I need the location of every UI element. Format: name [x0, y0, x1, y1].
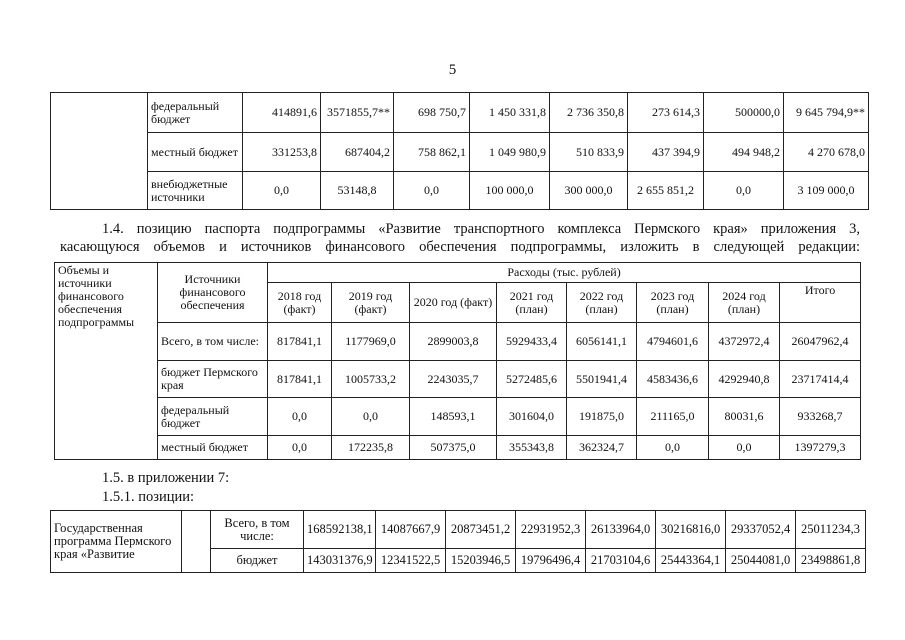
year-header: 2024 год (план)	[709, 283, 780, 323]
table-cell: 6056141,1	[567, 323, 637, 361]
table-row	[55, 436, 861, 460]
table-cell: 355343,8	[497, 436, 567, 460]
table-cell: 14087667,9	[376, 511, 446, 549]
table-cell: 5272485,6	[497, 361, 567, 398]
paragraph-1-5: 1.5. в приложении 7:	[102, 470, 230, 486]
empty-cell	[182, 511, 211, 573]
row-label: местный бюджет	[148, 133, 243, 172]
table-row	[51, 511, 866, 549]
table-row	[55, 398, 861, 436]
total-header: Итого	[780, 283, 861, 323]
year-header: 2019 год (факт)	[332, 283, 410, 323]
table-row	[51, 172, 869, 210]
table-cell: 758 862,1	[394, 133, 470, 172]
table-cell: 1005733,2	[332, 361, 410, 398]
paragraph-1-5-1: 1.5.1. позиции:	[102, 489, 195, 505]
table-cell: 817841,1	[268, 361, 332, 398]
table-cell: 2243035,7	[410, 361, 497, 398]
table-cell: 9 645 794,9**	[784, 93, 869, 133]
table-cell: 22931952,3	[516, 511, 586, 549]
paragraph-1-4-line1: 1.4. позицию паспорта подпрограммы «Развитие транспортного комплекса Пермского края» приложения 3,	[102, 221, 860, 237]
table-cell: 331253,8	[243, 133, 321, 172]
subprogram-funding-table	[54, 262, 861, 460]
table-cell: 1177969,0	[332, 323, 410, 361]
paragraph-1-4-line2: касающуюся объемов и источников финансового обеспечения подпрограммы, изложить в следующей редакции:	[60, 239, 860, 255]
table-cell: 172235,8	[332, 436, 410, 460]
year-header: 2023 год (план)	[637, 283, 709, 323]
table-cell: 20873451,2	[446, 511, 516, 549]
table-cell: 1 049 980,9	[470, 133, 550, 172]
year-header: 2018 год (факт)	[268, 283, 332, 323]
table-cell: 21703104,6	[586, 549, 656, 573]
table-cell: 362324,7	[567, 436, 637, 460]
sources-header: Источники финансового обеспечения	[158, 263, 268, 323]
table-cell: 817841,1	[268, 323, 332, 361]
table-cell: 25044081,0	[726, 549, 796, 573]
year-header: 2020 год (факт)	[410, 283, 497, 323]
table-cell: 19796496,4	[516, 549, 586, 573]
table-cell: 437 394,9	[628, 133, 704, 172]
table-cell: 0,0	[637, 436, 709, 460]
state-program-table	[50, 510, 866, 573]
table-cell: 168592138,1	[304, 511, 376, 549]
table-cell: 2 736 350,8	[550, 93, 628, 133]
table-cell: 4372972,4	[709, 323, 780, 361]
table-cell: 414891,6	[243, 93, 321, 133]
table-cell: 273 614,3	[628, 93, 704, 133]
table-cell: 23717414,4	[780, 361, 861, 398]
table-cell: 4 270 678,0	[784, 133, 869, 172]
table-cell: 300 000,0	[550, 172, 628, 210]
table-cell: 0,0	[332, 398, 410, 436]
table-cell: 12341522,5	[376, 549, 446, 573]
table-cell: 507375,0	[410, 436, 497, 460]
volume-sources-header: Объемы и источники финансового обеспечения подпрограммы	[55, 263, 158, 460]
table-row	[51, 93, 869, 133]
table-cell: 698 750,7	[394, 93, 470, 133]
empty-label-cell	[51, 93, 148, 210]
table-cell: 191875,0	[567, 398, 637, 436]
row-label: Всего, в том числе:	[211, 511, 304, 549]
table-cell: 25011234,3	[796, 511, 866, 549]
table-cell: 687404,2	[321, 133, 394, 172]
table-cell: 100 000,0	[470, 172, 550, 210]
table-cell: 1 450 331,8	[470, 93, 550, 133]
table-row	[55, 323, 861, 361]
table-cell: 4583436,6	[637, 361, 709, 398]
table-cell: 0,0	[268, 436, 332, 460]
table-cell: 0,0	[704, 172, 784, 210]
funding-table-continuation	[50, 92, 869, 210]
table-cell: 2 655 851,2	[628, 172, 704, 210]
year-header: 2021 год (план)	[497, 283, 567, 323]
table-cell: 500000,0	[704, 93, 784, 133]
table-row	[51, 133, 869, 172]
table-cell: 3571855,7**	[321, 93, 394, 133]
table-cell: 4794601,6	[637, 323, 709, 361]
table-cell: 148593,1	[410, 398, 497, 436]
table-cell: 25443364,1	[656, 549, 726, 573]
table-cell: 494 948,2	[704, 133, 784, 172]
expenses-header: Расходы (тыс. рублей)	[268, 263, 861, 283]
table-cell: 0,0	[394, 172, 470, 210]
table-cell: 0,0	[243, 172, 321, 210]
table-cell: 5501941,4	[567, 361, 637, 398]
table-cell: 301604,0	[497, 398, 567, 436]
table-cell: 143031376,9	[304, 549, 376, 573]
program-label: Государственная программа Пермского края «Развитие	[51, 511, 182, 573]
table-cell: 0,0	[268, 398, 332, 436]
row-label: федеральный бюджет	[148, 93, 243, 133]
table-cell: 211165,0	[637, 398, 709, 436]
row-label: Всего, в том числе:	[158, 323, 268, 361]
row-label: бюджет Пермского края	[158, 361, 268, 398]
row-label: бюджет	[211, 549, 304, 573]
page-number: 5	[448, 62, 457, 78]
table-cell: 23498861,8	[796, 549, 866, 573]
row-label: внебюджетные источники	[148, 172, 243, 210]
table-cell: 3 109 000,0	[784, 172, 869, 210]
table-cell: 510 833,9	[550, 133, 628, 172]
row-label: местный бюджет	[158, 436, 268, 460]
table-cell: 0,0	[709, 436, 780, 460]
table-row	[55, 361, 861, 398]
row-label: федеральный бюджет	[158, 398, 268, 436]
table-cell: 15203946,5	[446, 549, 516, 573]
table-cell: 4292940,8	[709, 361, 780, 398]
table-cell: 26133964,0	[586, 511, 656, 549]
table-cell: 26047962,4	[780, 323, 861, 361]
table-cell: 1397279,3	[780, 436, 861, 460]
table-cell: 5929433,4	[497, 323, 567, 361]
year-header: 2022 год (план)	[567, 283, 637, 323]
table-cell: 29337052,4	[726, 511, 796, 549]
table-cell: 2899003,8	[410, 323, 497, 361]
table-cell: 80031,6	[709, 398, 780, 436]
table-cell: 933268,7	[780, 398, 861, 436]
table-cell: 53148,8	[321, 172, 394, 210]
table-cell: 30216816,0	[656, 511, 726, 549]
